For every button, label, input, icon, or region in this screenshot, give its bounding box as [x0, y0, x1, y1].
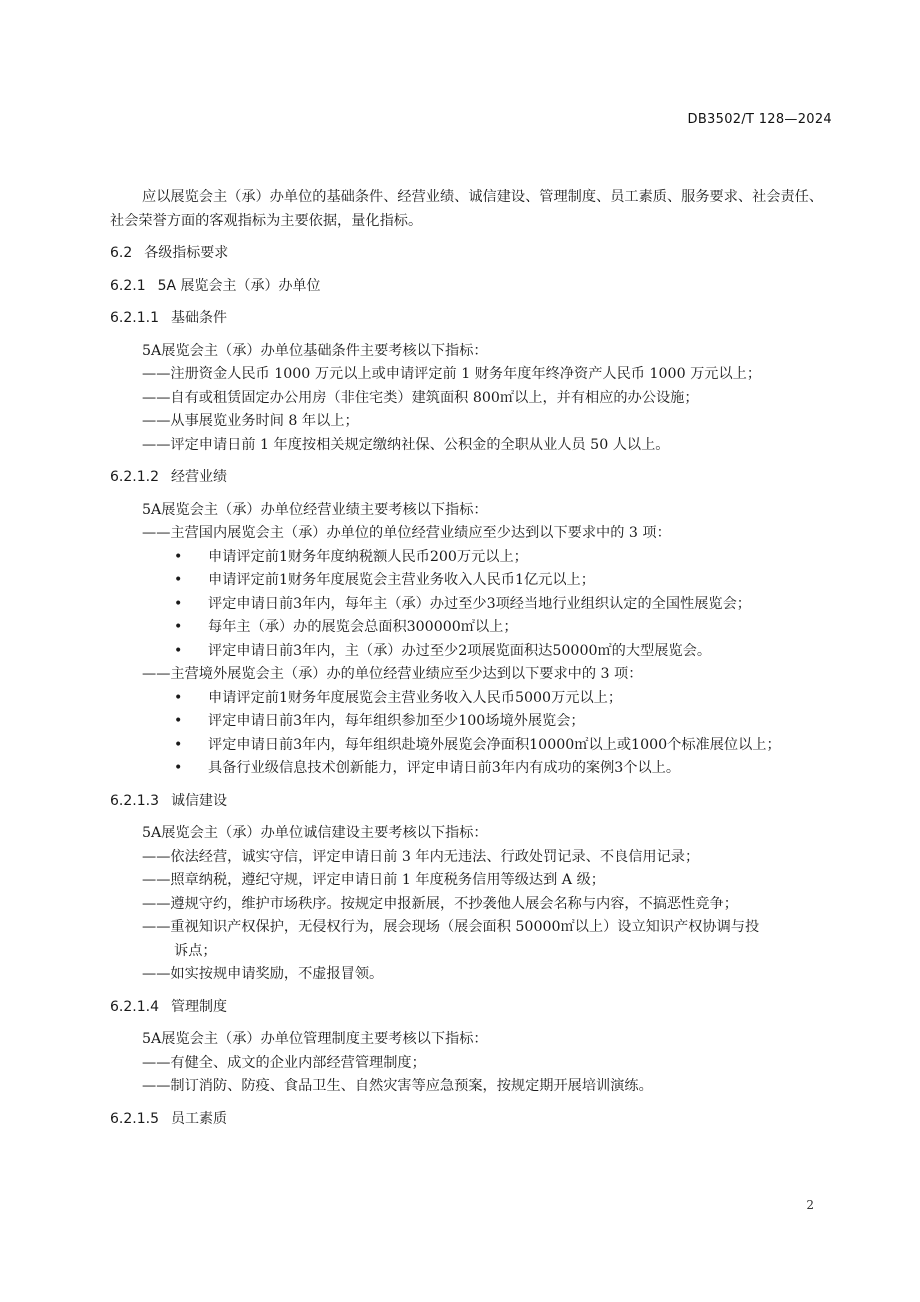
bullet-item	[110, 687, 832, 711]
list-item: ——制订消防、防疫、食品卫生、自然灾害等应急预案，按规定期开展培训演练。	[142, 1078, 653, 1094]
list-item: ——如实按规申请奖励，不虚报冒领。	[142, 966, 384, 982]
list-item: ——有健全、成文的企业内部经营管理制度；	[142, 1054, 426, 1071]
heading-number: 6.2.1.1	[110, 310, 159, 326]
bullet-symbol: •	[174, 736, 183, 753]
heading-6-2	[110, 242, 832, 266]
bullet-text: 评定申请日前3年内，每年主（承）办过至少3项经当地行业组织认定的全国性展览会；	[208, 595, 751, 612]
heading-title: 基础条件	[170, 310, 227, 326]
heading-number: 6.2	[110, 245, 133, 261]
bullet-item	[110, 757, 832, 781]
list-group-heading: ——主营国内展览会主（承）办单位的单位经营业绩应至少达到以下要求中的 3 项：	[142, 525, 671, 541]
heading-title: 各级指标要求	[144, 245, 229, 261]
bullet-list-overseas	[110, 687, 832, 781]
bullet-item	[110, 569, 832, 593]
section-lead: 5A展览会主（承）办单位管理制度主要考核以下指标：	[142, 1031, 488, 1047]
bullet-item	[110, 616, 832, 640]
bullet-text: 具备行业级信息技术创新能力，评定申请日前3年内有成功的案例3个以上。	[208, 760, 681, 776]
heading-6-2-1-3	[110, 790, 832, 814]
bullet-text: 申请评定前1财务年度纳税额人民币200万元以上；	[208, 548, 528, 565]
list-item: ——评定申请日前 1 年度按相关规定缴纳社保、公积金的全职从业人员 50 人以上。	[142, 436, 670, 453]
heading-number: 6.2.1.2	[110, 469, 159, 485]
heading-6-2-1	[110, 275, 832, 299]
list-item: ——遵规守约，维护市场秩序。按规定申报新展，不抄袭他人展会名称与内容，不搞恶性竞争；	[142, 895, 738, 912]
bullet-list-domestic	[110, 546, 832, 664]
list-item: ——依法经营，诚实守信，评定申请日前 3 年内无违法、行政处罚记录、不良信用记录；	[142, 848, 700, 865]
heading-title: 5A 展览会主（承）办单位	[157, 277, 321, 294]
bullet-text: 评定申请日前3年内，每年组织赴境外展览会净面积10000㎡以上或1000个标准展位以上；	[208, 736, 781, 753]
bullet-symbol: •	[174, 595, 183, 612]
list-item: ——重视知识产权保护，无侵权行为，展会现场（展会面积 50000㎡以上）设立知识产权协调与投	[142, 919, 760, 935]
bullet-symbol: •	[174, 642, 183, 659]
bullet-item	[110, 640, 832, 664]
bullet-symbol: •	[174, 572, 183, 588]
page-content	[110, 186, 832, 1131]
heading-6-2-1-1	[110, 307, 832, 331]
list-item: ——自有或租赁固定办公用房（非住宅类）建筑面积 800㎡以上，并有相应的办公设施；	[142, 389, 699, 406]
document-code: DB3502/T 128—2024	[687, 112, 832, 127]
heading-6-2-1-2	[110, 466, 832, 490]
heading-6-2-1-5	[110, 1108, 832, 1132]
list-group-heading: ——主营境外展览会主（承）办的单位经营业绩应至少达到以下要求中的 3 项：	[142, 666, 643, 682]
bullet-symbol: •	[174, 548, 183, 565]
heading-title: 经营业绩	[170, 469, 227, 485]
bullet-symbol: •	[174, 619, 183, 635]
bullet-item	[110, 546, 832, 570]
bullet-item	[110, 593, 832, 617]
bullet-symbol: •	[174, 689, 183, 706]
heading-title: 员工素质	[170, 1110, 227, 1127]
intro-paragraph: 应以展览会主（承）办单位的基础条件、经营业绩、诚信建设、管理制度、员工素质、服务要求、社会责任、社会荣誉方面的客观指标为主要依据，量化指标。	[110, 189, 824, 229]
list-item: ——从事展览业务时间 8 年以上；	[142, 413, 359, 429]
section-lead: 5A展览会主（承）办单位经营业绩主要考核以下指标：	[142, 501, 488, 518]
list-item: ——注册资金人民币 1000 万元以上或申请评定前 1 财务年度年终净资产人民币 1000 万元以上；	[142, 366, 762, 382]
bullet-text: 申请评定前1财务年度展览会主营业务收入人民币5000万元以上；	[208, 689, 623, 706]
bullet-text: 申请评定前1财务年度展览会主营业务收入人民币1亿元以上；	[208, 572, 595, 588]
bullet-symbol: •	[174, 760, 183, 776]
list-item-continuation: 诉点；	[174, 942, 217, 959]
heading-title: 管理制度	[170, 998, 227, 1015]
heading-number: 6.2.1.5	[110, 1110, 159, 1127]
bullet-text: 评定申请日前3年内，每年组织参加至少100场境外展览会；	[208, 713, 585, 729]
heading-number: 6.2.1	[110, 277, 146, 294]
section-lead: 5A展览会主（承）办单位基础条件主要考核以下指标：	[142, 342, 488, 359]
heading-title: 诚信建设	[170, 792, 227, 809]
bullet-text: 评定申请日前3年内，主（承）办过至少2项展览面积达50000㎡的大型展览会。	[208, 642, 712, 659]
heading-6-2-1-4	[110, 996, 832, 1020]
heading-number: 6.2.1.3	[110, 792, 159, 809]
bullet-item	[110, 734, 832, 758]
section-basic-conditions	[110, 340, 832, 364]
bullet-text: 每年主（承）办的展览会总面积300000㎡以上；	[208, 619, 518, 635]
heading-number: 6.2.1.4	[110, 998, 159, 1015]
section-lead: 5A展览会主（承）办单位诚信建设主要考核以下指标：	[142, 825, 488, 841]
bullet-symbol: •	[174, 713, 183, 729]
page-number: 2	[806, 1198, 814, 1212]
list-item: ——照章纳税，遵纪守规，评定申请日前 1 年度税务信用等级达到 A 级；	[142, 872, 605, 888]
bullet-item	[110, 710, 832, 734]
